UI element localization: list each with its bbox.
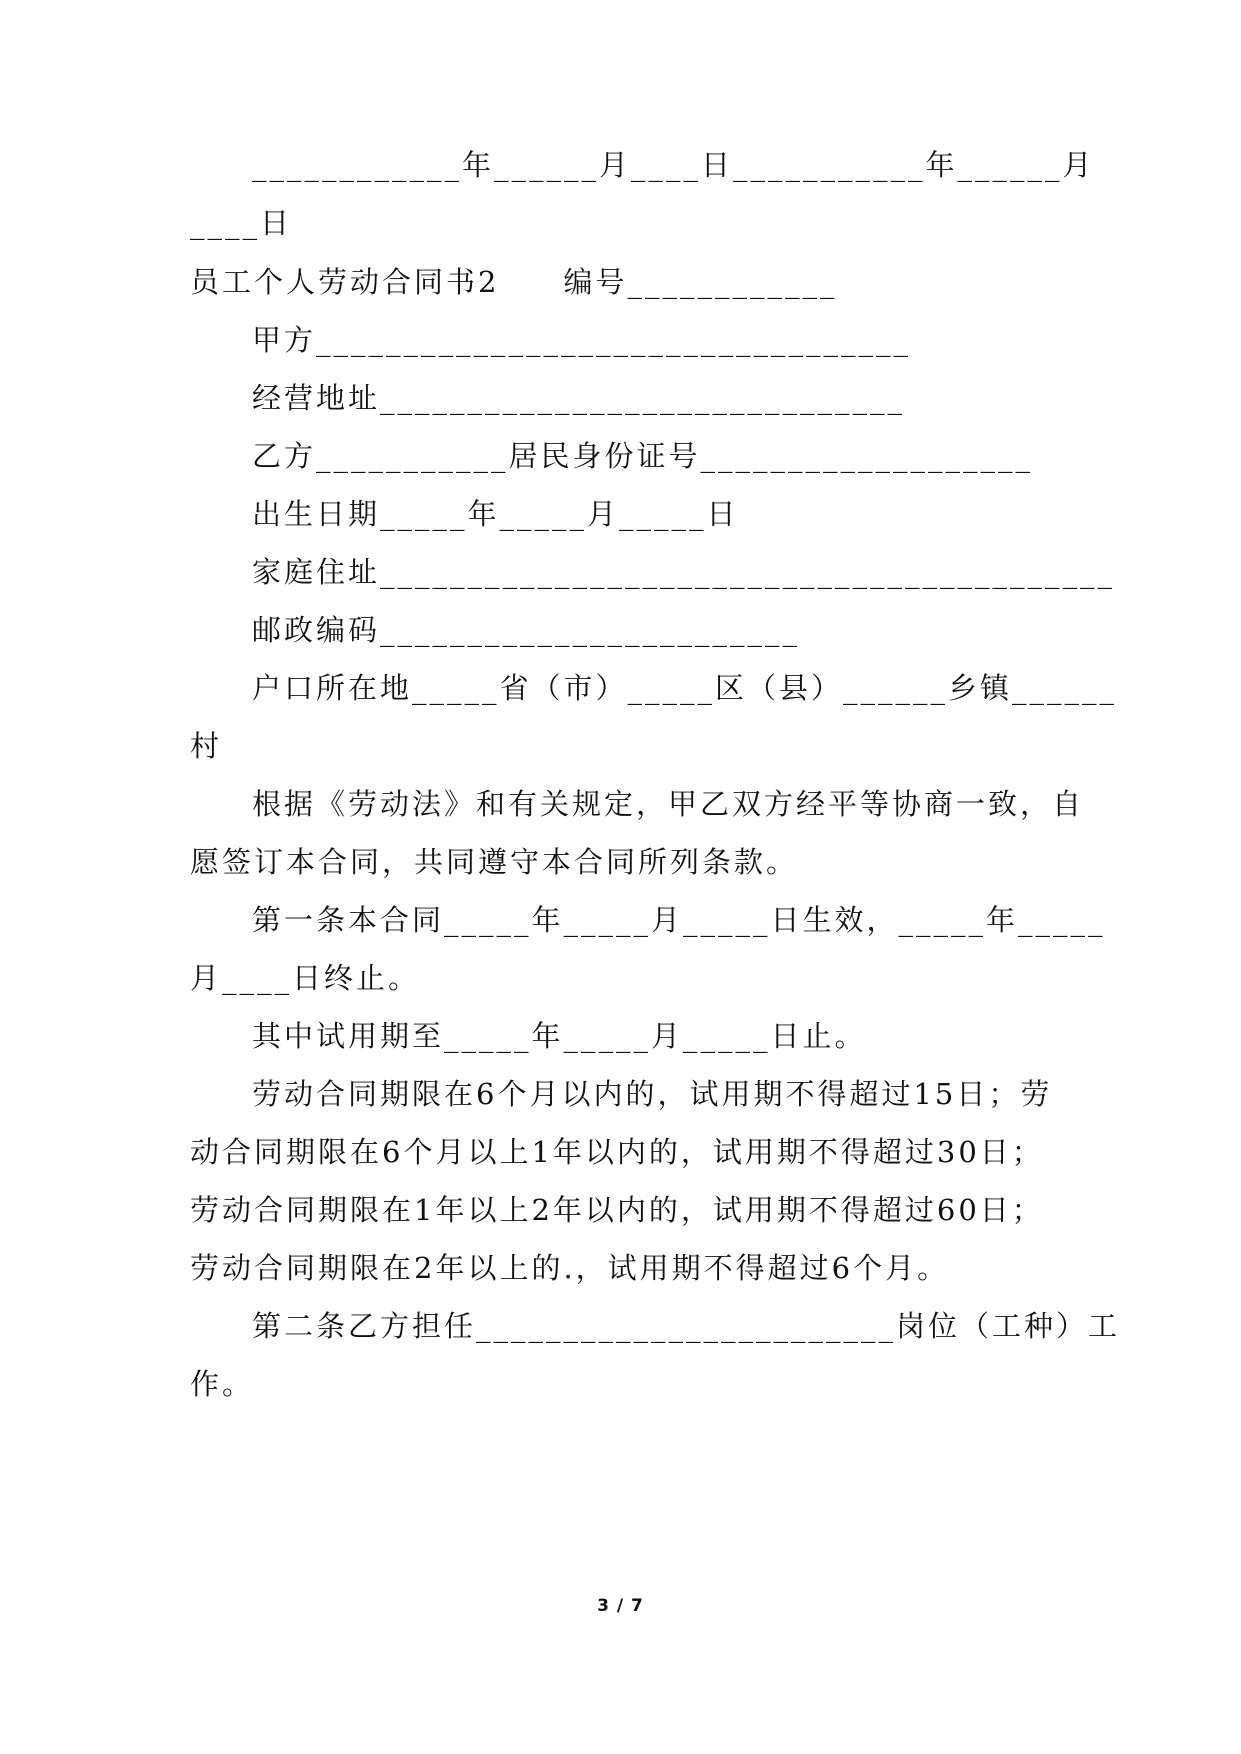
date-fields-line-continued: ____日 <box>190 206 293 240</box>
probation-rules-line-3: 劳动合同期限在1年以上2年以内的，试用期不得超过60日； <box>190 1193 1044 1227</box>
probation-rules-line-1: 劳动合同期限在6个月以内的，试用期不得超过15日；劳 <box>252 1077 1053 1111</box>
preamble-paragraph-line-1: 根据《劳动法》和有关规定，甲乙双方经平等协商一致，自 <box>252 787 1085 821</box>
postal-code-field: 邮政编码________________________ <box>252 613 801 647</box>
business-address-field: 经营地址______________________________ <box>252 381 906 415</box>
article-one-line-1: 第一条本合同_____年_____月_____日生效，_____年_____ <box>252 903 1106 937</box>
probation-rules-line-2: 动合同期限在6个月以上1年以内的，试用期不得超过30日； <box>190 1135 1044 1169</box>
home-address-field: 家庭住址__________________________________________ <box>252 555 1116 589</box>
article-two-line-2: 作。 <box>190 1367 255 1401</box>
household-registration-field: 户口所在地_____省（市）_____区（县）______乡镇______ <box>252 671 1118 705</box>
article-two-line-1: 第二条乙方担任________________________岗位（工种）工 <box>252 1309 1121 1343</box>
probation-rules-line-4: 劳动合同期限在2年以上的.，试用期不得超过6个月。 <box>190 1251 950 1285</box>
contract-title-line: 员工个人劳动合同书2 编号____________ <box>190 265 838 299</box>
preamble-paragraph-line-2: 愿签订本合同，共同遵守本合同所列条款。 <box>190 845 799 879</box>
birth-date-field: 出生日期_____年_____月_____日 <box>252 497 739 531</box>
page-number: 3 / 7 <box>597 1596 644 1616</box>
probation-period-line: 其中试用期至_____年_____月_____日止。 <box>252 1019 867 1053</box>
household-registration-field-continued: 村 <box>190 729 223 763</box>
date-fields-line: ____________年______月____日___________年______月 <box>252 148 1095 182</box>
party-b-field: 乙方___________居民身份证号___________________ <box>252 439 1034 473</box>
article-one-line-2: 月____日终止。 <box>190 961 421 995</box>
party-a-field: 甲方__________________________________ <box>252 323 912 357</box>
